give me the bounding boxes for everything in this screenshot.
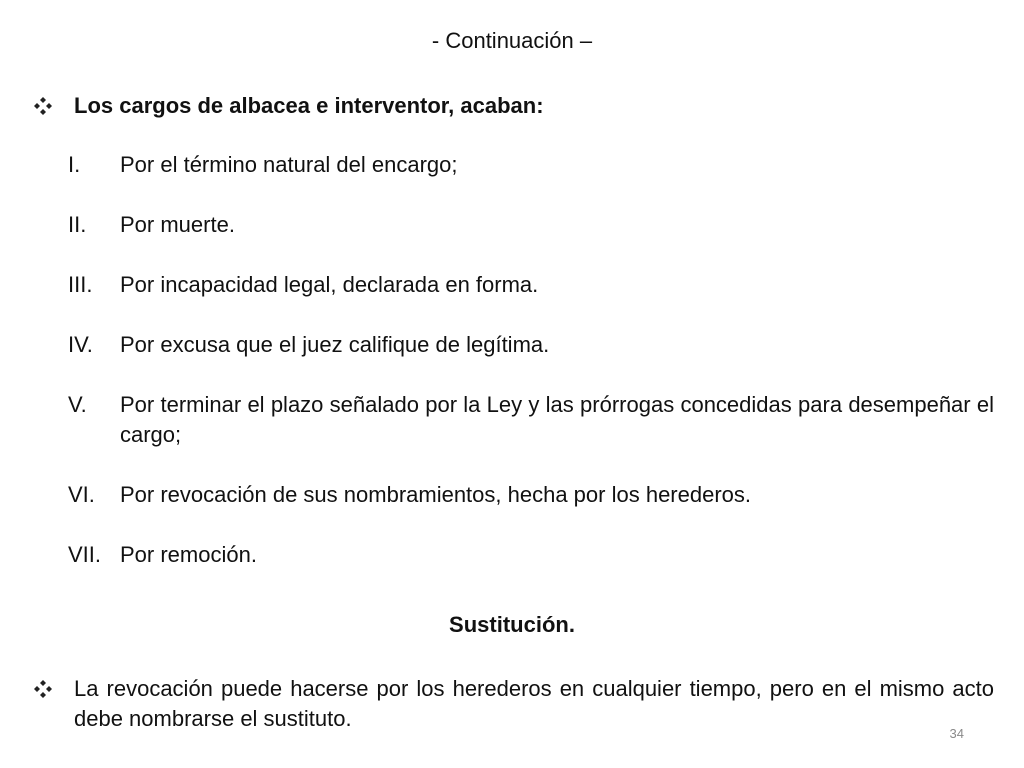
- list-item: [68, 270, 994, 300]
- intro-bullet-text: Los cargos de albacea e interventor, acaban:: [74, 93, 544, 118]
- list-item: [68, 150, 994, 180]
- list-numeral: VII.: [68, 542, 102, 567]
- list-numeral: I.: [68, 152, 81, 177]
- list-item: [68, 480, 994, 510]
- list-item: [68, 210, 994, 240]
- list-numeral: VI.: [68, 482, 95, 507]
- list-item: [68, 330, 994, 360]
- diamond-quad-bullet-icon: [32, 674, 54, 704]
- list-numeral: II.: [68, 212, 87, 237]
- list-item: [68, 390, 994, 450]
- list-item-text: Por terminar el plazo señalado por la Ley y las prórrogas concedidas para desempeñar el cargo;: [120, 392, 994, 447]
- section-heading: Sustitución.: [449, 612, 575, 637]
- list-numeral: IV.: [68, 332, 93, 357]
- list-item-text: Por revocación de sus nombramientos, hecha por los herederos.: [120, 482, 752, 507]
- page-number: 34: [949, 726, 964, 741]
- intro-bullet: [32, 91, 994, 121]
- termination-causes-list: [68, 150, 994, 600]
- list-item-text: Por excusa que el juez califique de legítima.: [120, 332, 550, 357]
- list-numeral: V.: [68, 392, 87, 417]
- list-item-text: Por el término natural del encargo;: [120, 152, 458, 177]
- list-item: [68, 540, 994, 570]
- list-item-text: Por muerte.: [120, 212, 235, 237]
- list-item-text: Por incapacidad legal, declarada en forma.: [120, 272, 539, 297]
- list-item-text: Por remoción.: [120, 542, 257, 567]
- closing-bullet-text: La revocación puede hacerse por los herederos en cualquier tiempo, pero en el mismo acto debe nombrarse el sustituto.: [74, 676, 994, 731]
- list-numeral: III.: [68, 272, 93, 297]
- continuation-subtitle: - Continuación –: [431, 28, 593, 53]
- diamond-quad-bullet-icon: [32, 91, 54, 121]
- closing-bullet: [32, 674, 994, 734]
